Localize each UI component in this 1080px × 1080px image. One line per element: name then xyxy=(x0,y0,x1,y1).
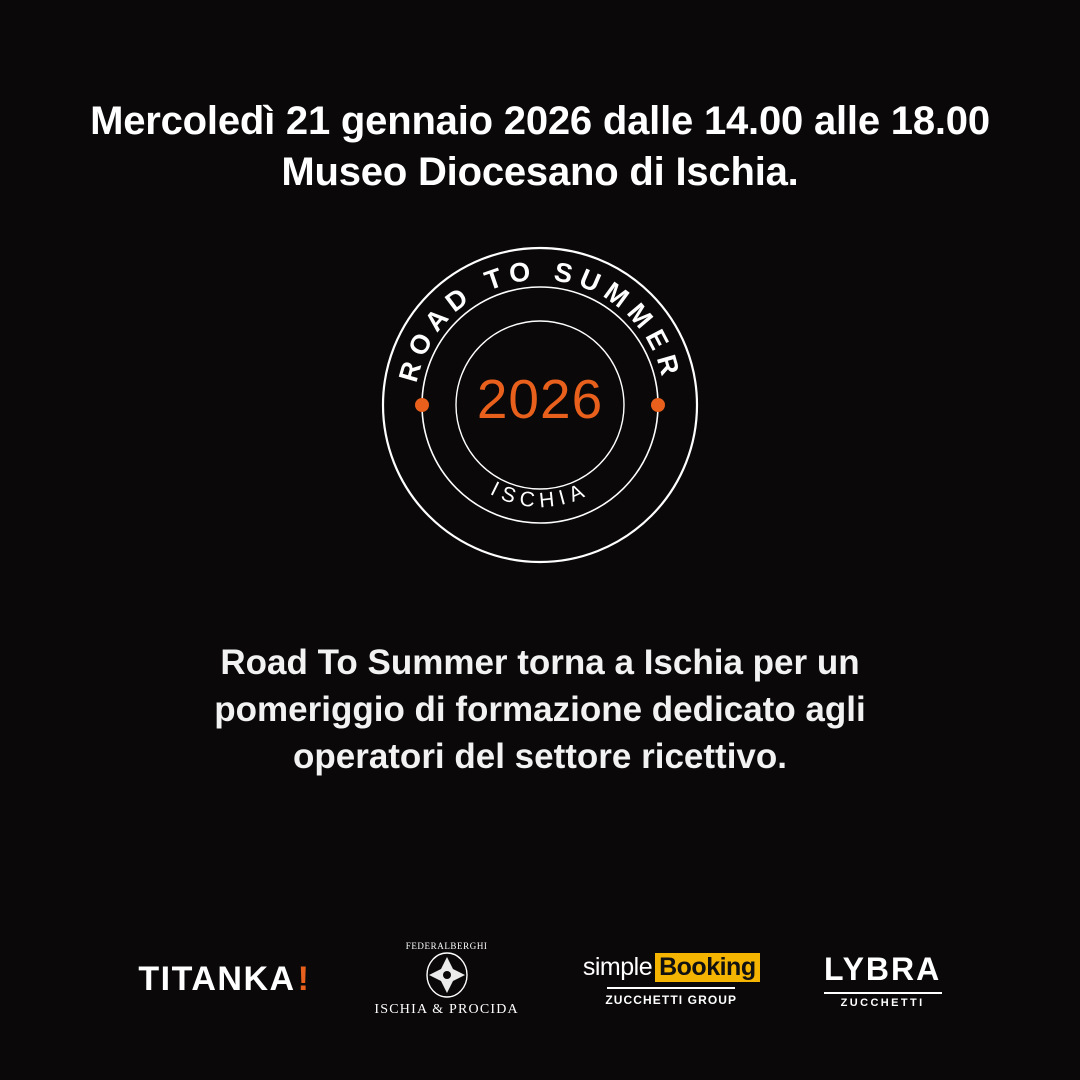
sponsor-simple-booking xyxy=(583,953,760,1007)
logo-year-text: 2026 xyxy=(476,368,604,431)
titanka-accent-mark: ! xyxy=(297,960,311,998)
lybra-subtitle: ZUCCHETTI xyxy=(840,996,925,1009)
simple-booking-divider xyxy=(607,987,735,989)
sponsor-row xyxy=(0,941,1080,1018)
federalberghi-top-text: FEDERALBERGHI xyxy=(405,941,488,951)
logo-accent-dot-right xyxy=(651,398,665,412)
titanka-wordmark: TITANKA xyxy=(138,960,296,998)
lybra-logo xyxy=(824,951,942,1009)
federalberghi-bottom-text: ISCHIA & PROCIDA xyxy=(374,1002,519,1017)
logo-arc-text: ROAD TO SUMMER xyxy=(393,255,687,386)
logo-accent-dot-left xyxy=(415,398,429,412)
headline-line-1: Mercoledì 21 gennaio 2026 dalle 14.00 alle 18.00 xyxy=(90,99,990,143)
simple-booking-wordmark xyxy=(583,953,760,982)
sponsor-lybra xyxy=(824,951,942,1009)
simple-booking-word-1: simple xyxy=(582,952,653,981)
sponsor-federalberghi xyxy=(374,941,518,1018)
titanka-logo xyxy=(138,960,310,999)
lybra-divider xyxy=(824,992,942,994)
simple-booking-subtitle: ZUCCHETTI GROUP xyxy=(605,992,738,1007)
body-line-1: Road To Summer torna a Ischia per un xyxy=(220,643,860,683)
logo-location-text: ISCHIA xyxy=(487,477,593,513)
body-line-2: pomeriggio di formazione dedicato agli xyxy=(214,690,866,730)
event-description xyxy=(214,640,865,781)
simple-booking-word-2: Booking xyxy=(655,953,760,982)
sponsor-titanka xyxy=(138,960,310,999)
lybra-wordmark: LYBRA xyxy=(823,950,942,987)
simple-booking-logo xyxy=(583,953,760,1007)
federalberghi-crest-icon xyxy=(418,952,476,998)
body-line-3: operatori del settore ricettivo. xyxy=(292,737,787,777)
federalberghi-logo xyxy=(374,941,518,1018)
headline-line-2: Museo Diocesano di Ischia. xyxy=(281,150,799,195)
road-to-summer-logo xyxy=(375,240,705,570)
event-headline xyxy=(90,96,990,198)
